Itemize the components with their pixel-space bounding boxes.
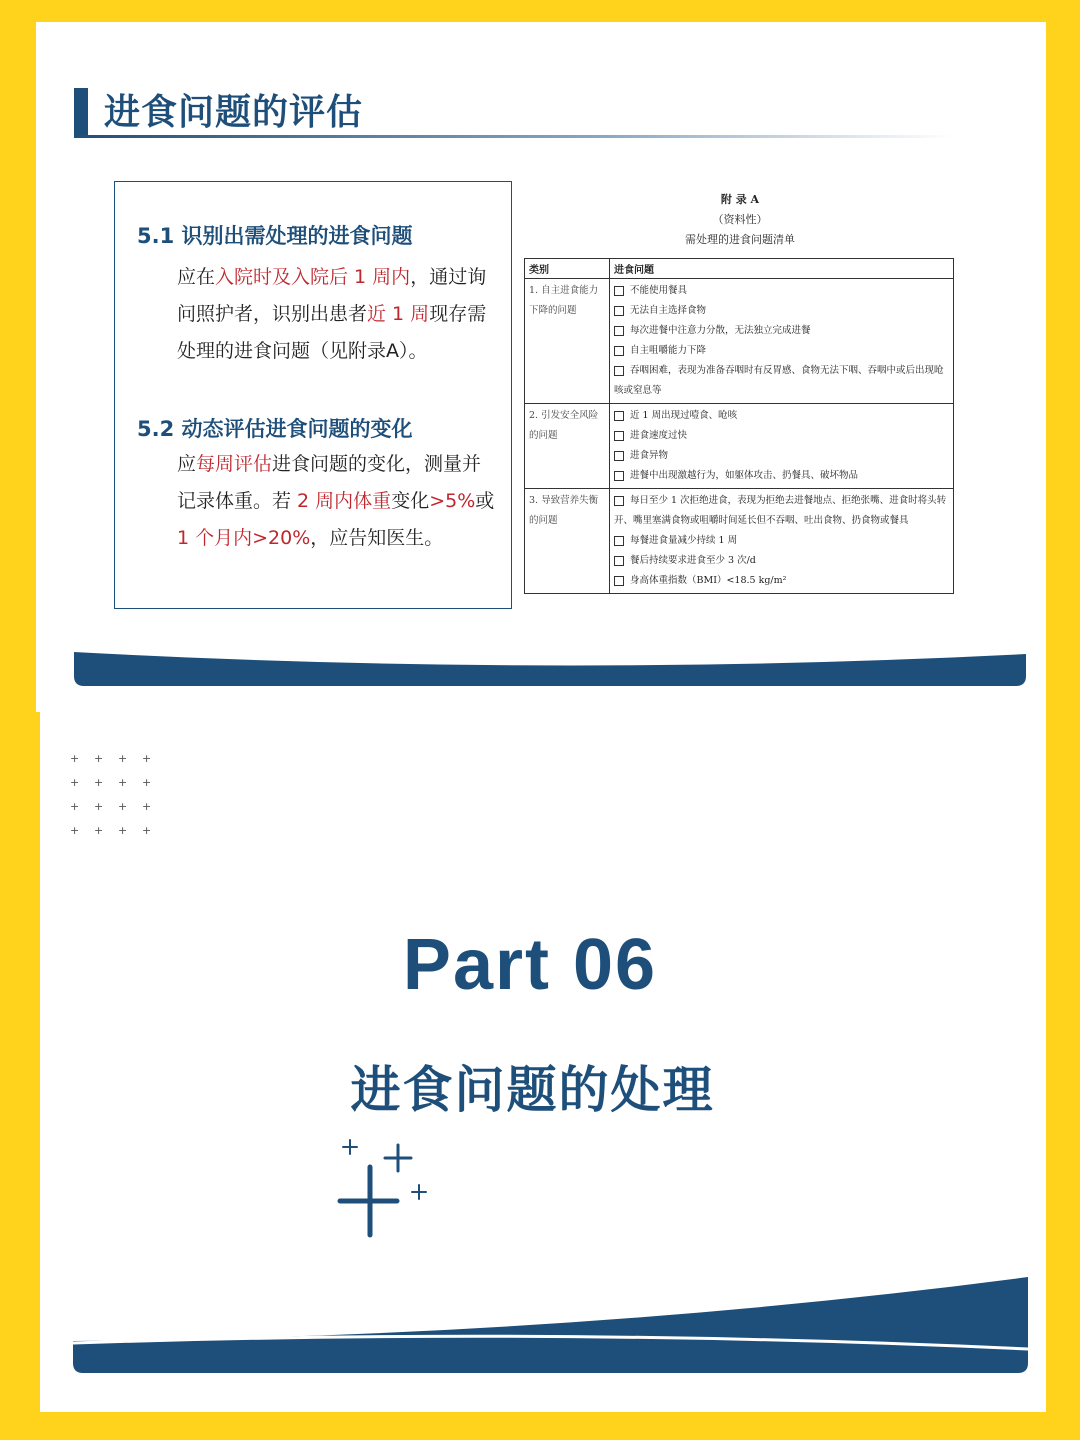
checklist-item [614, 491, 949, 531]
plus-dot-icon: + [94, 776, 104, 789]
body-text: 应 [177, 453, 197, 475]
appendix-label: 附 录 A [720, 193, 760, 206]
highlighted-text: 近 1 周 [367, 303, 430, 325]
checkbox-icon [614, 411, 624, 421]
checkbox-icon [614, 431, 624, 441]
checklist-item-text: 餐后持续要求进食至少 3 次/d [630, 555, 756, 566]
problem-list-cell [610, 279, 954, 404]
problem-list-cell [610, 404, 954, 489]
checklist-item [614, 406, 949, 426]
checklist-item [614, 321, 949, 341]
plus-dot-icon: + [70, 800, 80, 813]
highlighted-text: >5% [429, 490, 476, 512]
checklist-item-text: 每日至少 1 次拒绝进食，表现为拒绝去进餐地点、拒绝张嘴、进食时将头转开、嘴里塞满食物或咀嚼时间延长但不吞咽、吐出食物、扔食物或餐具 [614, 495, 947, 526]
body-text: 应在 [177, 266, 216, 288]
checklist-item-text: 无法自主选择食物 [630, 305, 707, 316]
checkbox-icon [614, 306, 624, 316]
checklist-item [614, 571, 949, 591]
highlighted-text: 每周评估 [196, 453, 273, 475]
body-text: 变化 [391, 490, 430, 512]
checklist-item [614, 341, 949, 361]
body-text: ，通过询问照护者，识别出患者 [177, 266, 487, 325]
slide2-bottom-wave [73, 1277, 1028, 1375]
section-body-5-1 [177, 259, 497, 370]
body-text: ，应告知医生。 [310, 527, 444, 549]
highlighted-text: 2 周内体重 [297, 490, 392, 512]
column-header-problem: 进食问题 [610, 259, 954, 279]
plus-dot-icon: + [118, 776, 128, 789]
plus-dot-icon: + [118, 824, 128, 837]
checklist-item-text: 身高体重指数（BMI）<18.5 kg/m² [630, 575, 787, 586]
checklist-item-text: 每餐进食量减少持续 1 周 [630, 535, 738, 546]
checklist-item-text: 每次进餐中注意力分散，无法独立完成进餐 [630, 325, 811, 336]
plus-dot-icon: + [142, 776, 152, 789]
checkbox-icon [614, 366, 624, 376]
plus-dot-icon: + [142, 800, 152, 813]
checklist-item [614, 361, 949, 401]
appendix-caption: 需处理的进食问题清单 [685, 233, 795, 246]
checklist-item [614, 426, 949, 446]
part-subtitle: 进食问题的处理 [350, 1061, 715, 1119]
highlighted-text: 入院时及入院后 1 周内 [215, 266, 411, 288]
checkbox-icon [614, 346, 624, 356]
checkbox-icon [614, 451, 624, 461]
checklist-item-text: 吞咽困难，表现为准备吞咽时有反胃感、食物无法下咽、吞咽中或后出现呛咳或窒息等 [614, 365, 944, 396]
checkbox-icon [614, 471, 624, 481]
checklist-item-text: 近 1 周出现过噎食、呛咳 [630, 410, 738, 421]
plus-dot-icon: + [118, 752, 128, 765]
section-heading-5-2: 5.2 动态评估进食问题的变化 [137, 417, 413, 441]
body-text: 进食问题的变化，测量并记录体重。若 [177, 453, 482, 512]
checklist-item [614, 281, 949, 301]
plus-dot-icon: + [70, 776, 80, 789]
highlighted-text: 1 个月内>20% [177, 527, 311, 549]
section-body-5-2 [177, 446, 497, 557]
plus-sparkle-icon [335, 1137, 435, 1242]
checkbox-icon [614, 556, 624, 566]
body-text: 现存需处理的进食问题（见附录A）。 [177, 303, 487, 362]
checklist-item [614, 446, 949, 466]
plus-dot-icon: + [118, 800, 128, 813]
checklist-item-text: 进食速度过快 [630, 430, 688, 441]
part-number: Part 06 [402, 925, 658, 1005]
table-row [525, 279, 954, 404]
checklist-item-text: 不能使用餐具 [630, 285, 688, 296]
checklist-item [614, 531, 949, 551]
table-row [525, 404, 954, 489]
title-accent-bar [74, 88, 88, 138]
category-cell: 3. 导致营养失衡的问题 [525, 489, 610, 594]
title-underline [74, 135, 954, 138]
problem-list-cell [610, 489, 954, 594]
plus-dot-icon: + [94, 824, 104, 837]
appendix-nature: （资料性） [712, 213, 768, 226]
guideline-text-box [114, 181, 512, 609]
checklist-item [614, 551, 949, 571]
checkbox-icon [614, 536, 624, 546]
checkbox-icon [614, 326, 624, 336]
plus-dot-icon: + [94, 752, 104, 765]
appendix-a [524, 190, 956, 594]
plus-dot-icon: + [70, 824, 80, 837]
plus-dot-icon: + [70, 752, 80, 765]
plus-dot-icon: + [94, 800, 104, 813]
checklist-item-text: 进餐中出现激越行为，如躯体攻击、扔餐具、破坏物品 [630, 470, 859, 481]
section-heading-5-1: 5.1 识别出需处理的进食问题 [137, 224, 413, 248]
checkbox-icon [614, 496, 624, 506]
category-cell: 1. 自主进食能力下降的问题 [525, 279, 610, 404]
checklist-item-text: 进食异物 [630, 450, 669, 461]
checkbox-icon [614, 576, 624, 586]
checklist-item-text: 自主咀嚼能力下降 [630, 345, 707, 356]
slide-assessment [36, 22, 1046, 712]
plus-dot-icon: + [142, 752, 152, 765]
slide-title: 进食问题的评估 [104, 92, 364, 133]
checklist-item [614, 301, 949, 321]
body-text: 或 [475, 490, 495, 512]
eating-problems-table [524, 258, 954, 594]
column-header-category: 类别 [525, 259, 610, 279]
slide1-bottom-wave [74, 648, 1026, 688]
plus-dot-icon: + [142, 824, 152, 837]
table-row [525, 489, 954, 594]
checkbox-icon [614, 286, 624, 296]
checklist-item [614, 466, 949, 486]
category-cell: 2. 引发安全风险的问题 [525, 404, 610, 489]
slide-part-06 [40, 712, 1046, 1412]
